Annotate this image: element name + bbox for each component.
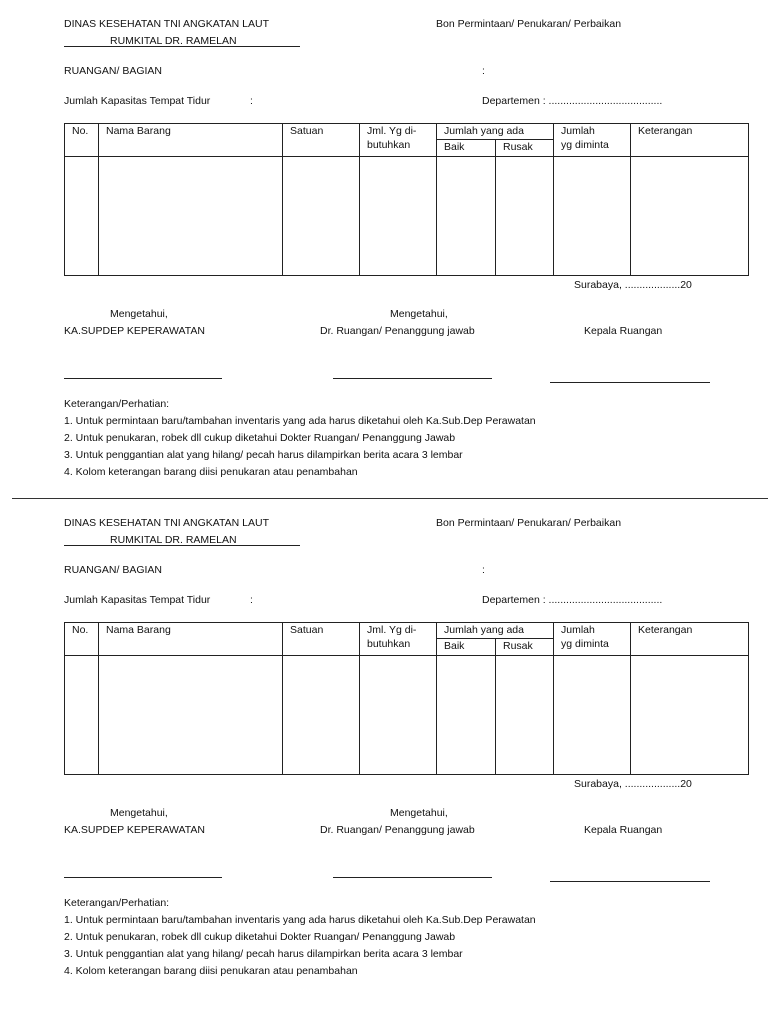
header-jumlah-yang-ada: Jumlah yang ada [437, 124, 554, 140]
notes-title: Keterangan/Perhatian: [64, 398, 170, 410]
header-rusak: Rusak [496, 140, 554, 157]
table-cell-empty [360, 157, 437, 276]
note-item: 1. Untuk permintaan baru/tambahan inventaris yang ada harus diketahui oleh Ka.Sub.Dep Perawatan [64, 415, 536, 427]
header-jumlah-diminta-line2: yg diminta [561, 139, 609, 151]
sign-mid-role: Dr. Ruangan/ Penanggung jawab [320, 824, 475, 836]
header-keterangan: Keterangan [631, 124, 749, 157]
header-jml-dibutuhkan [360, 124, 437, 157]
sign-right-role: Kepala Ruangan [584, 325, 663, 337]
signature-line-left [64, 378, 222, 379]
form-title: Bon Permintaan/ Penukaran/ Perbaikan [436, 18, 622, 30]
table-cell-empty [631, 157, 749, 276]
hospital-name-underline [64, 545, 300, 546]
table-cell-empty [99, 157, 283, 276]
form-title: Bon Permintaan/ Penukaran/ Perbaikan [436, 517, 622, 529]
table-cell-empty [437, 157, 496, 276]
request-form [0, 0, 768, 499]
header-baik: Baik [437, 140, 496, 157]
header-satuan: Satuan [283, 623, 360, 656]
ruangan-colon: : [482, 564, 485, 576]
city-date: Surabaya, ...................20 [574, 778, 692, 790]
table-cell-empty [283, 656, 360, 775]
ruangan-label: RUANGAN/ BAGIAN [64, 65, 163, 77]
notes-title: Keterangan/Perhatian: [64, 897, 170, 909]
cut-line [12, 498, 768, 499]
kapasitas-label: Jumlah Kapasitas Tempat Tidur [64, 95, 211, 107]
signature-line-right [550, 881, 710, 882]
signature-line-mid [333, 378, 492, 379]
header-jml-dibutuhkan [360, 623, 437, 656]
kapasitas-label: Jumlah Kapasitas Tempat Tidur [64, 594, 211, 606]
header-no: No. [65, 124, 99, 157]
header-jumlah-diminta [554, 623, 631, 656]
table-cell-empty [437, 656, 496, 775]
ruangan-label: RUANGAN/ BAGIAN [64, 564, 163, 576]
city-date: Surabaya, ...................20 [574, 279, 692, 291]
sign-left-role: KA.SUPDEP KEPERAWATAN [64, 824, 206, 836]
table-cell-empty [283, 157, 360, 276]
header-jml-dibutuhkan-line2: butuhkan [367, 139, 411, 151]
items-table [64, 123, 749, 276]
org-name: DINAS KESEHATAN TNI ANGKATAN LAUT [64, 18, 269, 30]
header-jumlah-diminta-line2: yg diminta [561, 638, 609, 650]
header-satuan: Satuan [283, 124, 360, 157]
note-item: 2. Untuk penukaran, robek dll cukup diketahui Dokter Ruangan/ Penanggung Jawab [64, 432, 456, 444]
table-cell-empty [631, 656, 749, 775]
note-item: 4. Kolom keterangan barang diisi penukaran atau penambahan [64, 466, 358, 478]
header-jumlah-diminta-line1: Jumlah [561, 125, 595, 137]
note-item: 3. Untuk penggantian alat yang hilang/ pecah harus dilampirkan berita acara 3 lembar [64, 449, 463, 461]
hospital-name: RUMKITAL DR. RAMELAN [110, 534, 237, 546]
header-jml-dibutuhkan-line1: Jml. Yg di- [367, 125, 417, 137]
sign-mid-mengetahui: Mengetahui, [390, 807, 448, 819]
kapasitas-colon: : [250, 594, 253, 606]
sign-left-role: KA.SUPDEP KEPERAWATAN [64, 325, 206, 337]
header-rusak: Rusak [496, 639, 554, 656]
header-keterangan: Keterangan [631, 623, 749, 656]
table-cell-empty [496, 656, 554, 775]
signature-line-right [550, 382, 710, 383]
note-item: 1. Untuk permintaan baru/tambahan inventaris yang ada harus diketahui oleh Ka.Sub.Dep Perawatan [64, 914, 536, 926]
header-jumlah-diminta [554, 124, 631, 157]
sign-mid-role: Dr. Ruangan/ Penanggung jawab [320, 325, 475, 337]
departemen-field: Departemen : ....................................... [482, 95, 663, 107]
table-cell-empty [554, 656, 631, 775]
signature-line-mid [333, 877, 492, 878]
table-cell-empty [496, 157, 554, 276]
header-nama-barang: Nama Barang [99, 623, 283, 656]
ruangan-colon: : [482, 65, 485, 77]
hospital-name-underline [64, 46, 300, 47]
header-nama-barang: Nama Barang [99, 124, 283, 157]
header-jumlah-yang-ada: Jumlah yang ada [437, 623, 554, 639]
header-baik: Baik [437, 639, 496, 656]
kapasitas-colon: : [250, 95, 253, 107]
table-cell-empty [99, 656, 283, 775]
hospital-name: RUMKITAL DR. RAMELAN [110, 35, 237, 47]
header-jml-dibutuhkan-line1: Jml. Yg di- [367, 624, 417, 636]
sign-left-mengetahui: Mengetahui, [110, 308, 168, 320]
sign-left-mengetahui: Mengetahui, [110, 807, 168, 819]
table-cell-empty [65, 656, 99, 775]
table-cell-empty [360, 656, 437, 775]
org-name: DINAS KESEHATAN TNI ANGKATAN LAUT [64, 517, 269, 529]
note-item: 4. Kolom keterangan barang diisi penukaran atau penambahan [64, 965, 358, 977]
note-item: 3. Untuk penggantian alat yang hilang/ pecah harus dilampirkan berita acara 3 lembar [64, 948, 463, 960]
departemen-field: Departemen : ....................................... [482, 594, 663, 606]
sign-right-role: Kepala Ruangan [584, 824, 663, 836]
note-item: 2. Untuk penukaran, robek dll cukup diketahui Dokter Ruangan/ Penanggung Jawab [64, 931, 456, 943]
header-no: No. [65, 623, 99, 656]
sign-mid-mengetahui: Mengetahui, [390, 308, 448, 320]
table-cell-empty [554, 157, 631, 276]
table-cell-empty [65, 157, 99, 276]
signature-line-left [64, 877, 222, 878]
header-jml-dibutuhkan-line2: butuhkan [367, 638, 411, 650]
request-form [0, 499, 768, 998]
header-jumlah-diminta-line1: Jumlah [561, 624, 595, 636]
items-table [64, 622, 749, 775]
